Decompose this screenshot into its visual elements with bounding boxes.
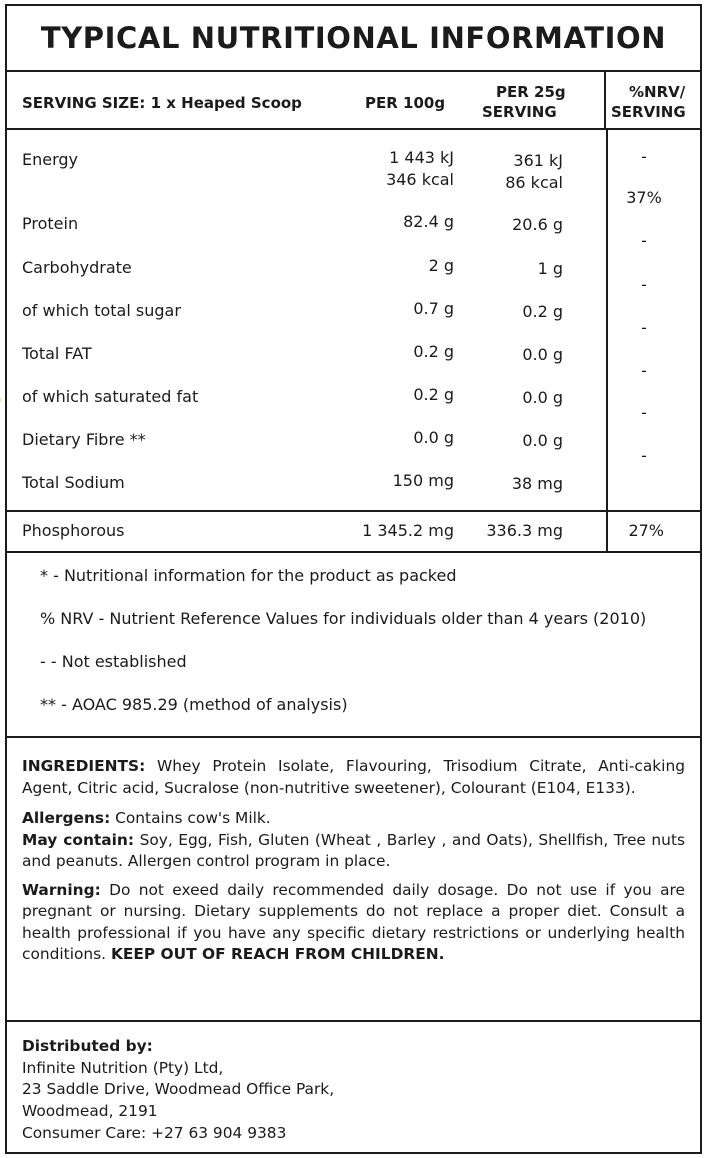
per-serving-value: 361 kJ (513, 151, 563, 170)
per-serving-header-line1: PER 25g (496, 83, 566, 101)
nrv-value: - (641, 275, 647, 294)
per-serving-value: 38 mg (511, 474, 563, 493)
nrv-value: - (641, 361, 647, 380)
column-divider (604, 72, 606, 128)
nrv-value: - (641, 231, 647, 250)
per-serving-value: 0.0 g (522, 388, 563, 407)
table-header (7, 72, 700, 130)
per-100g-value: 150 mg (392, 471, 454, 490)
may-contain-text: Soy, Egg, Fish, Gluten (Wheat , Barley , and Oats), Shellfish, Tree nuts and peanuts. Allergen control program in place. (22, 830, 685, 870)
nutrient-name: of which saturated fat (22, 387, 199, 406)
per-100g-value: 1 443 kJ (389, 148, 454, 167)
per-serving-value: 86 kcal (505, 173, 563, 192)
per-serving-value: 0.0 g (522, 431, 563, 450)
label-title: TYPICAL NUTRITIONAL INFORMATION (7, 6, 700, 72)
warning-text: Do not exeed daily recommended daily dosage. Do not use if you are pregnant or nursing. Dietary supplements do not replace a proper diet. Consult a health professional if you have any specific dietary restrictions or underlying health conditions. (22, 880, 685, 963)
per-serving-value: 0.2 g (522, 302, 563, 321)
nrv-header-line2: SERVING (611, 103, 686, 121)
per-100g-value: 346 kcal (386, 170, 454, 189)
nutrient-name: Protein (22, 214, 79, 233)
nrv-value: - (641, 403, 647, 422)
nrv-value: - (641, 446, 647, 465)
nutrition-label (5, 4, 702, 1154)
may-contain-label: May contain: (22, 830, 135, 849)
nrv-value: - (641, 147, 647, 166)
warning-label: Warning: (22, 880, 101, 899)
per-100g-value: 0.0 g (413, 428, 454, 447)
footnote: * - Nutritional information for the product as packed (40, 566, 457, 585)
nutrient-name: of which total sugar (22, 301, 181, 320)
distributor-line: Infinite Nutrition (Pty) Ltd, (22, 1058, 224, 1077)
per-100g-value: 0.2 g (413, 342, 454, 361)
per-serving-value: 20.6 g (512, 215, 563, 234)
nrv-value: 27% (628, 521, 664, 540)
footnote: % NRV - Nutrient Reference Values for individuals older than 4 years (2010) (40, 609, 647, 628)
footnote: - - Not established (40, 652, 187, 671)
ingredients-text: Whey Protein Isolate, Flavouring, Trisodium Citrate, Anti-caking Agent, Citric acid, Sucralose (non-nutritive sweetener), Colourant (E104, E133). (22, 757, 685, 797)
per-100g-value: 1 345.2 mg (362, 521, 454, 540)
consumer-care-line: Consumer Care: +27 63 904 9383 (22, 1123, 287, 1142)
warning-bold-text: KEEP OUT OF REACH FROM CHILDREN. (110, 945, 445, 963)
nrv-header-line1: %NRV/ (629, 83, 686, 101)
serving-size-header: SERVING SIZE: 1 x Heaped Scoop (22, 94, 302, 112)
per-serving-value: 336.3 mg (486, 521, 563, 540)
ingredients-label: INGREDIENTS: (22, 757, 146, 775)
per-100g-value: 0.2 g (413, 385, 454, 404)
per-100g-value: 0.7 g (413, 299, 454, 318)
allergens-label: Allergens: (22, 809, 111, 827)
nutrient-name: Total Sodium (22, 473, 125, 492)
nutrient-name: Energy (22, 150, 79, 169)
per-serving-header-line2: SERVING (482, 103, 557, 121)
ingredients-paragraph (22, 756, 685, 799)
nutrient-name: Phosphorous (22, 521, 125, 540)
distributor-line: 23 Saddle Drive, Woodmead Office Park, (22, 1080, 335, 1099)
per-serving-value: 0.0 g (522, 345, 563, 364)
nutrient-rows (7, 130, 700, 512)
nrv-value: 37% (626, 188, 662, 207)
footnote: ** - AOAC 985.29 (method of analysis) (40, 695, 348, 714)
nutrient-name: Carbohydrate (22, 258, 132, 277)
nutrient-name: Dietary Fibre ** (22, 430, 146, 449)
nrv-value: - (641, 318, 647, 337)
per-100g-header: PER 100g (365, 94, 446, 112)
column-divider (606, 512, 608, 551)
phosphorous-row (7, 512, 700, 553)
distributor-line: Woodmead, 2191 (22, 1102, 158, 1121)
per-serving-value: 1 g (537, 259, 563, 278)
ingredients-section (7, 738, 700, 1022)
allergens-paragraph (22, 808, 685, 873)
per-100g-value: 82.4 g (403, 212, 454, 231)
nutrient-name: Total FAT (22, 344, 92, 363)
per-100g-value: 2 g (428, 256, 454, 275)
footnotes (7, 553, 700, 738)
column-divider (606, 130, 608, 510)
warning-paragraph (22, 880, 685, 966)
distributor-section (7, 1022, 700, 1145)
allergens-text: Contains cow's Milk. (110, 809, 271, 827)
distributor-label: Distributed by: (22, 1037, 153, 1055)
